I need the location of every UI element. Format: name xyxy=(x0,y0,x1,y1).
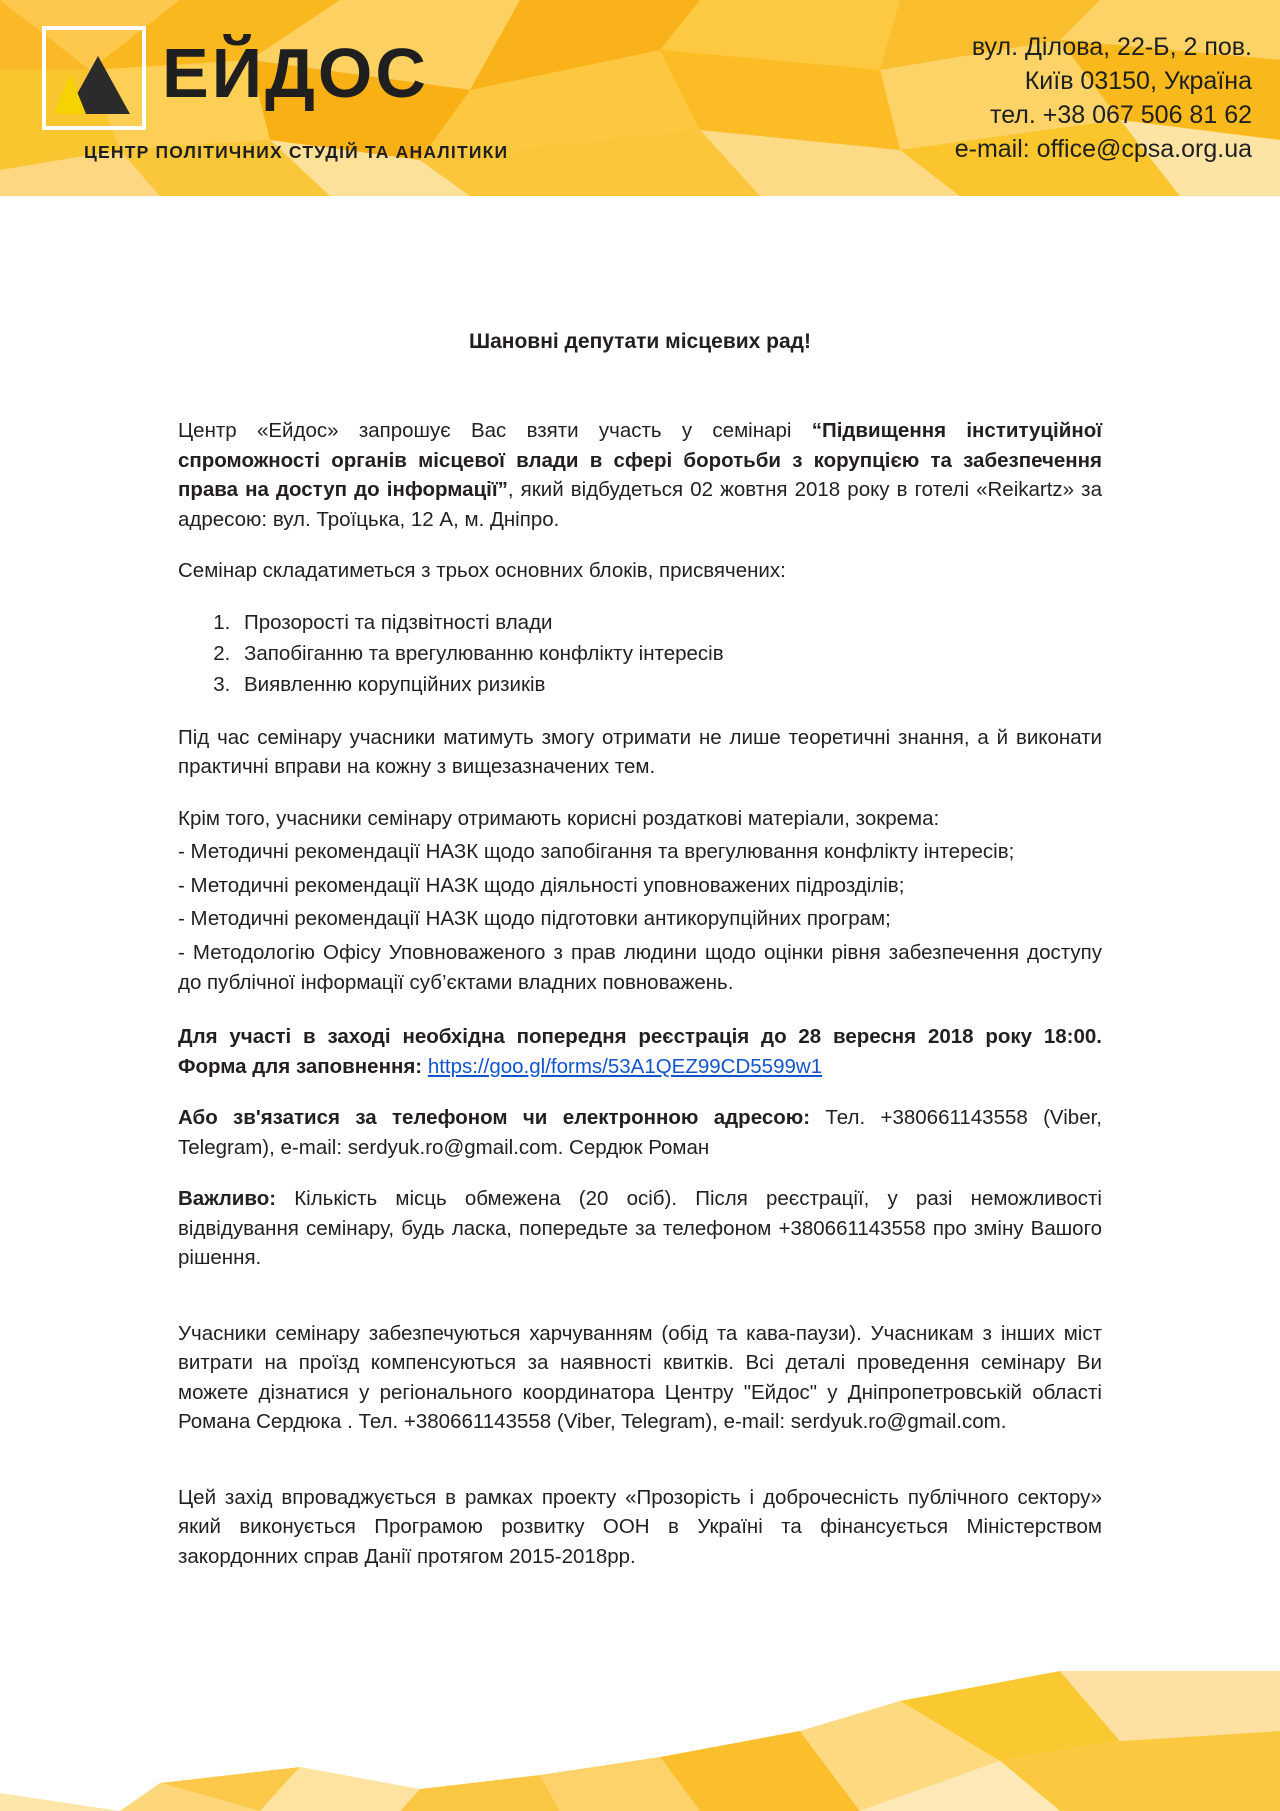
handout-item: - Методичні рекомендації НАЗК щодо запобігання та врегулювання конфлікту інтересів; xyxy=(178,840,1015,864)
practice-paragraph: Під час семінару учасники матимуть змогу отримати не лише теоретичні знання, а й виконати практичні вправи на кожну з вищезазначених тем. xyxy=(178,725,1102,779)
list-item: 3. Виявленню корупційних ризиків xyxy=(236,670,1102,699)
contact-paragraph xyxy=(178,1103,1102,1162)
funding-paragraph: Цей захід впроваджується в рамках проекту «Прозорість і доброчесність публічного сектору» який виконується Програмою розвитку ООН в Україні та фінансується Міністерством закордонних справ Данії протягом 2015-2018рр. xyxy=(178,1485,1102,1568)
page-footer xyxy=(0,1671,1280,1811)
logo-tagline: ЦЕНТР ПОЛІТИЧНИХ СТУДІЙ ТА АНАЛІТИКИ xyxy=(84,142,509,162)
logo-triangle-icon xyxy=(42,26,146,130)
important-paragraph xyxy=(178,1184,1102,1273)
logo-wordmark: ЕЙДОС xyxy=(162,34,429,112)
intro-tail: , який відбудеться 02 жовтня 2018 року в готелі «Reikartz» за адресою: вул. Троїцька, 12 А, м. Дніпро. xyxy=(178,478,1102,531)
handout-item: - Методичні рекомендації НАЗК щодо підготовки антикорупційних програм; xyxy=(178,907,891,931)
section-spacer xyxy=(178,998,1102,1022)
handouts-intro: Крім того, учасники семінару отримають корисні роздаткові матеріали, зокрема: xyxy=(178,806,940,830)
section-spacer-3 xyxy=(178,1459,1102,1483)
header-contacts xyxy=(955,30,1252,166)
contact-email: e-mail: office@cpsa.org.ua xyxy=(954,135,1252,163)
footer-decorative-polygons xyxy=(0,1671,1280,1811)
registration-paragraph xyxy=(178,1022,1102,1081)
page-title: Шановні депутати місцевих рад! xyxy=(469,330,811,353)
contact-label: Або зв'язатися за телефоном чи електронною адресою: xyxy=(178,1106,811,1130)
registration-form-link[interactable]: https://goo.gl/forms/53A1QEZ99CD5599w1 xyxy=(427,1054,823,1078)
section-spacer-2 xyxy=(178,1295,1102,1319)
important-details: Кількість місць обмежена (20 осіб). Після реєстрації, у разі неможливості відвідування семінару, будь ласка, попередьте за телефоном +380661143558 про зміну Вашого рішення. xyxy=(178,1187,1102,1270)
organization-logo xyxy=(42,24,509,174)
blocks-intro: Семінар складатиметься з трьох основних блоків, присвячених: xyxy=(178,559,786,583)
document-body xyxy=(178,330,1102,1593)
contact-city: Київ 03150, Україна xyxy=(1024,67,1252,95)
contact-details: Тел. +380661143558 (Viber, Telegram), e-mail: serdyuk.ro@gmail.com. Сердюк Роман xyxy=(178,1106,1102,1159)
handouts-list xyxy=(178,837,1102,997)
handout-item: - Методичні рекомендації НАЗК щодо діяльності уповноважених підрозділів; xyxy=(178,873,905,897)
logo-yellow-triangle-icon xyxy=(54,74,86,114)
important-label: Важливо: xyxy=(178,1187,277,1211)
contact-address: вул. Ділова, 22-Б, 2 пов. xyxy=(971,33,1252,61)
intro-lead: Центр «Ейдос» запрошує Вас взяти участь у семінарі xyxy=(178,419,812,442)
contact-phone: тел. +38 067 506 81 62 xyxy=(990,101,1252,129)
seminar-blocks-list xyxy=(178,608,1102,699)
intro-paragraph xyxy=(178,416,1102,534)
logistics-paragraph: Учасники семінару забезпечуються харчуванням (обід та кава-паузи). Учасникам з інших міст витрати на проїзд компенсуються за наявності квитків. Всі деталі проведення семінару Ви можете дізнатися у регіонального координатора Центру "Ейдос" у Дніпропетровській області Романа Сердюка . Тел. +380661143558 (Viber, Telegram), e-mail: serdyuk.ro@gmail.com. xyxy=(178,1321,1102,1434)
list-item: 2. Запобіганню та врегулюванню конфлікту інтересів xyxy=(236,639,1102,668)
registration-text: Для участі в заході необхідна попередня реєстрація до 28 вересня 2018 року 18:00. Форма для заповнення: xyxy=(178,1025,1102,1078)
handout-item: - Методологію Офісу Уповноваженого з прав людини щодо оцінки рівня забезпечення доступу до публічної інформації суб’єктами владних повноважень. xyxy=(178,941,1102,994)
list-item: 1. Прозорості та підзвітності влади xyxy=(236,608,1102,637)
page-header xyxy=(0,0,1280,196)
seminar-title: “Підвищення інституційної спроможності органів місцевої влади в сфері боротьби з корупцією та забезпечення права на доступ до інформації” xyxy=(178,419,1102,502)
